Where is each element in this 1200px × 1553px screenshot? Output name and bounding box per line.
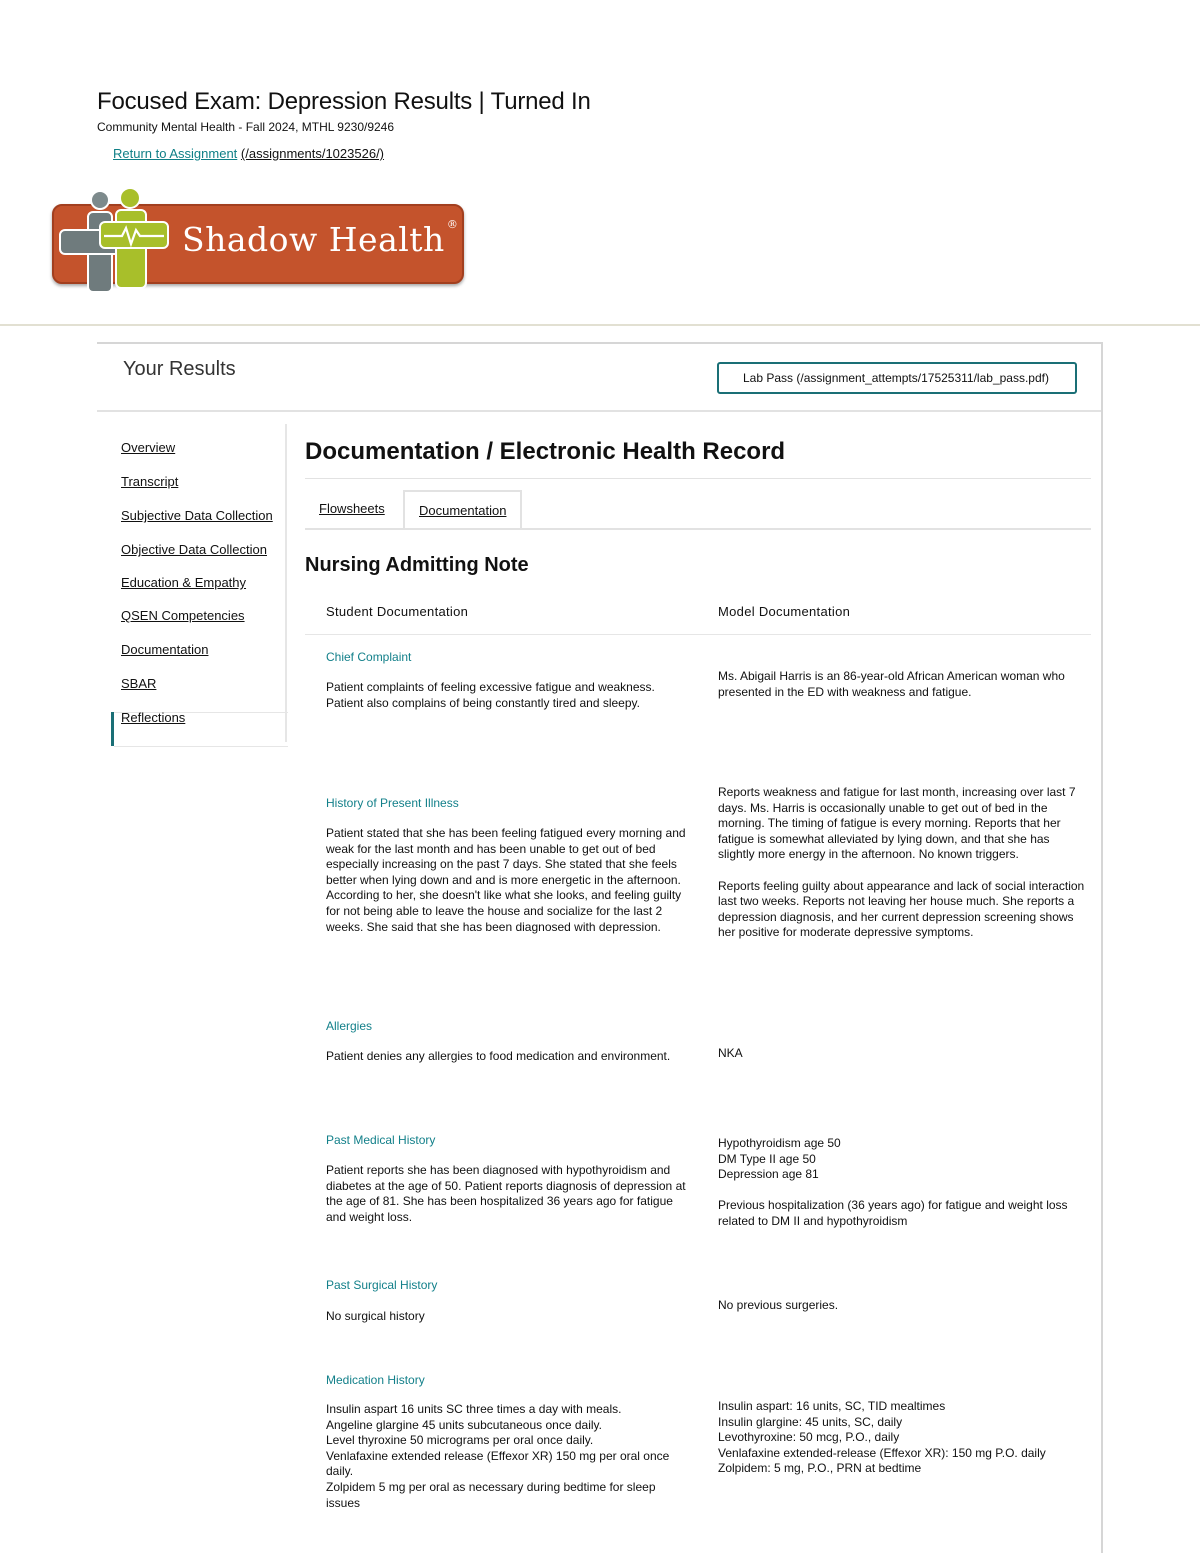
column-header-model: Model Documentation xyxy=(718,604,851,619)
return-to-assignment xyxy=(113,146,384,161)
student-past-surgical-history: No surgical history xyxy=(326,1309,425,1323)
student-past-medical-history: Patient reports she has been diagnosed with hypothyroidism and diabetes at the age of 50. Patient reports diagnosis of depression at the age of 81. She has been hospitalized 36 years ago for fatigue and weight loss. xyxy=(326,1163,686,1224)
header-divider xyxy=(0,324,1200,326)
logo-wordmark xyxy=(182,220,458,259)
results-panel xyxy=(97,342,1103,1553)
model-allergies: NKA xyxy=(718,1046,743,1060)
row-label-medication-history: Medication History xyxy=(326,1373,425,1387)
tab-documentation[interactable]: Documentation xyxy=(403,490,522,530)
sidebar-item-documentation[interactable]: Documentation xyxy=(121,642,209,657)
sidebar-item-overview[interactable]: Overview xyxy=(121,440,176,455)
shadow-health-logo xyxy=(48,186,466,300)
sidebar-separator xyxy=(114,746,288,747)
row-label-past-medical-history: Past Medical History xyxy=(326,1133,436,1147)
column-header-student: Student Documentation xyxy=(326,604,469,619)
student-chief-complaint: Patient complaints of feeling excessive fatigue and weakness. Patient also complains of being constantly tired and sleepy. xyxy=(326,680,655,710)
sidebar-item-subjective-data-collection[interactable]: Subjective Data Collection xyxy=(121,508,273,523)
model-chief-complaint: Ms. Abigail Harris is an 86-year-old African American woman who presented in the ED with weakness and fatigue. xyxy=(718,669,1065,699)
row-label-chief-complaint: Chief Complaint xyxy=(326,650,412,664)
student-history-of-present-illness: Patient stated that she has been feeling fatigued every morning and weak for the last month and has been unable to get out of bed especially increasing on the past 7 days. She stated that she feels better when lying down and and is more energetic in the afternoon. According to her, she doesn't like what she looks, and feeling guilty for not being able to leave the house and socialize for the last 2 weeks. She said that she has been diagnosed with depression. xyxy=(326,826,686,934)
results-sidebar xyxy=(111,424,287,742)
logo-wordmark-text: Shadow Health xyxy=(182,220,445,259)
section-title: Nursing Admitting Note xyxy=(305,554,529,576)
tabs-divider xyxy=(305,528,1091,530)
your-results-heading: Your Results xyxy=(123,358,236,380)
row-label-history-of-present-illness: History of Present Illness xyxy=(326,796,459,810)
course-subtitle: Community Mental Health - Fall 2024, MTHL 9230/9246 xyxy=(97,120,395,134)
results-panel-header xyxy=(97,344,1101,412)
page-header xyxy=(97,88,997,161)
return-to-assignment-url: (/assignments/1023526/) xyxy=(240,146,385,161)
tab-flowsheets[interactable]: Flowsheets xyxy=(319,501,385,516)
row-label-past-surgical-history: Past Surgical History xyxy=(326,1278,438,1292)
main-title: Documentation / Electronic Health Record xyxy=(305,438,786,465)
lab-pass-button[interactable]: Lab Pass (/assignment_attempts/17525311/lab_pass.pdf) xyxy=(717,362,1077,394)
page-title: Focused Exam: Depression Results | Turned In xyxy=(97,88,591,115)
sidebar-item-objective-data-collection[interactable]: Objective Data Collection xyxy=(121,542,267,557)
medical-cross-figure-icon xyxy=(48,186,198,300)
model-past-medical-history: Hypothyroidism age 50 DM Type II age 50 Depression age 81 Previous hospitalization (36 years ago) for fatigue and weight loss related to DM II and hypothyroidism xyxy=(718,1136,1068,1228)
return-to-assignment-link[interactable]: Return to Assignment xyxy=(113,146,238,161)
student-allergies: Patient denies any allergies to food medication and environment. xyxy=(326,1049,671,1063)
registered-mark: ® xyxy=(446,218,459,231)
model-medication-history: Insulin aspart: 16 units, SC, TID mealtimes Insulin glargine: 45 units, SC, daily Levothyroxine: 50 mcg, P.O., daily Venlafaxine extended-release (Effexor XR): 150 mg P.O. daily Zolpidem: 5 mg, P.O., PRN at bedtime xyxy=(718,1399,1046,1476)
sidebar-item-reflections[interactable]: Reflections xyxy=(121,710,186,725)
title-divider xyxy=(305,478,1091,479)
sidebar-item-transcript[interactable]: Transcript xyxy=(121,474,179,489)
sidebar-item-education-empathy[interactable]: Education & Empathy xyxy=(121,575,247,590)
sidebar-item-sbar[interactable]: SBAR xyxy=(121,676,157,691)
model-history-of-present-illness: Reports weakness and fatigue for last month, increasing over last 7 days. Ms. Harris is occasionally unable to get out of bed in the morning. The timing of fatigue is every morning. Reports that her fatigue is somewhat alleviated by lying down, and that she has slightly more energy in the afternoon. No known triggers. Reports feeling guilty about appearance and lack of social interaction last two weeks. Reports not leaving her house much. She reports a depression diagnosis, and her current depression screening shows her positive for moderate depressive symptoms. xyxy=(718,785,1085,940)
column-header-divider xyxy=(305,634,1091,635)
sidebar-item-qsen-competencies[interactable]: QSEN Competencies xyxy=(121,608,245,623)
row-label-allergies: Allergies xyxy=(326,1019,373,1033)
student-medication-history: Insulin aspart 16 units SC three times a day with meals. Angeline glargine 45 units subcutaneous once daily. Level thyroxine 50 micrograms per oral once daily. Venlafaxine extended release (Effexor XR) 150 mg per oral once daily. Zolpidem 5 mg per oral as necessary during bedtime for sleep issues xyxy=(326,1402,670,1510)
sidebar-active-indicator xyxy=(111,712,114,746)
model-past-surgical-history: No previous surgeries. xyxy=(718,1298,839,1312)
